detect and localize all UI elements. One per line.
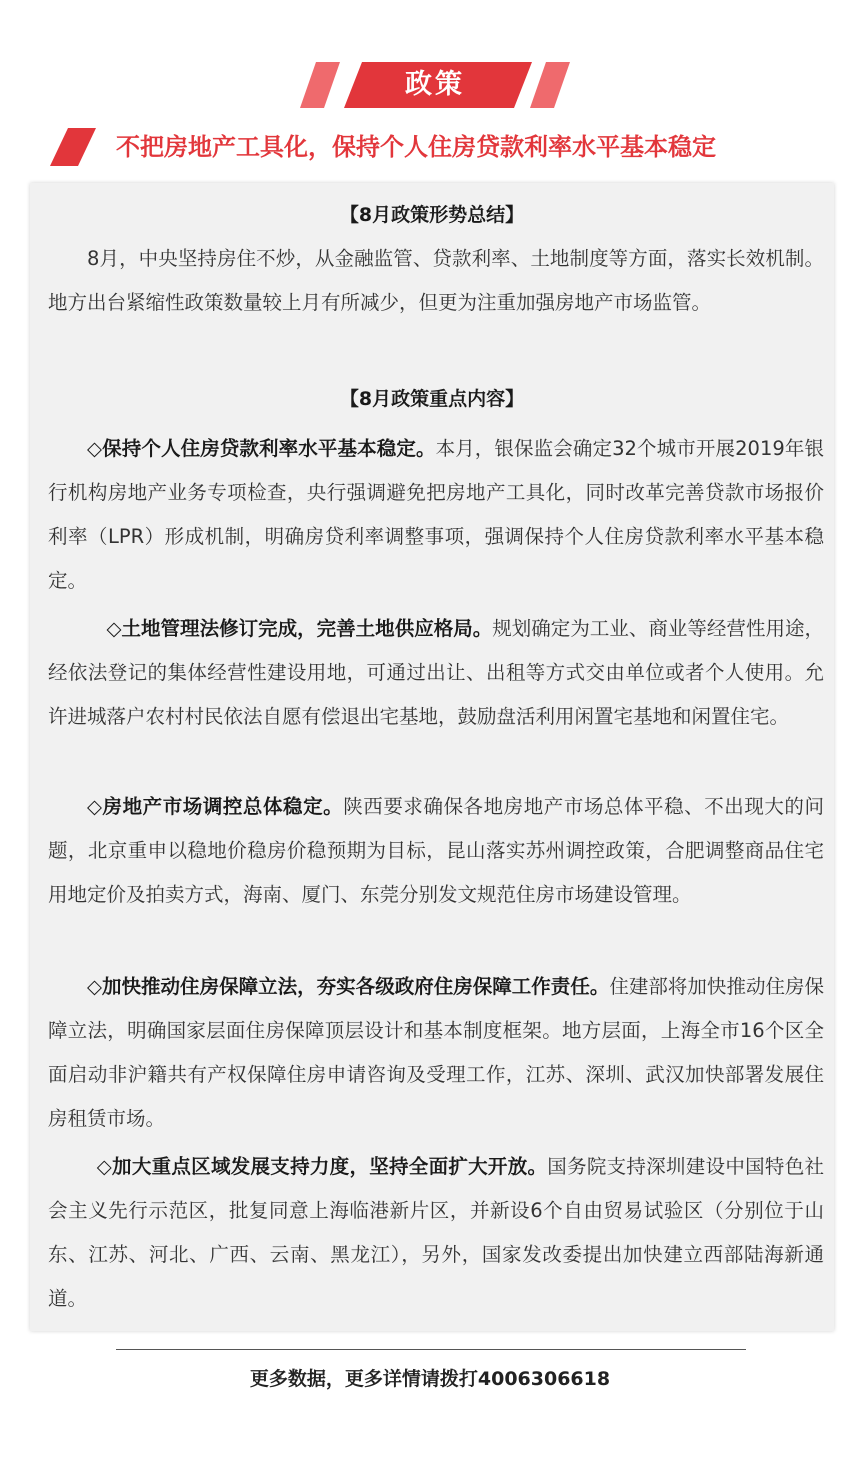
policy-content-box: [30, 183, 834, 1331]
headline-marker-icon: [50, 128, 96, 166]
policy-item-text: 国务院支持深圳建设中国特色社会主义先行示范区，批复同意上海临港新片区，并新设6个自由贸易试验区（分别位于山东、江苏、河北、广西、云南、黑龙江），另外，国家发改委提出加快建立西部陆海新通道。: [48, 1155, 824, 1310]
policy-item-text: 陕西要求确保各地房地产市场总体平稳、不出现大的问题，北京重申以稳地价稳房价稳预期为目标，昆山落实苏州调控政策，合肥调整商品住宅用地定价及拍卖方式，海南、厦门、东莞分别发文规范住房市场建设管理。: [48, 795, 824, 906]
policy-item-2: [48, 607, 824, 739]
policy-item-lead: ◇加快推动住房保障立法，夯实各级政府住房保障工作责任。: [87, 975, 610, 998]
policy-item-lead: ◇土地管理法修订完成，完善土地供应格局。: [106, 617, 493, 640]
key-content-title: 【8月政策重点内容】: [339, 388, 525, 410]
policy-item-3: [48, 785, 824, 917]
summary-paragraph: 8月，中央坚持房住不炒，从金融监管、贷款利率、土地制度等方面，落实长效机制。地方出台紧缩性政策数量较上月有所减少，但更为注重加强房地产市场监管。: [48, 247, 824, 314]
footer-divider: [116, 1349, 746, 1350]
policy-item-lead: ◇房地产市场调控总体稳定。: [87, 795, 344, 818]
policy-item-5: [48, 1145, 824, 1321]
headline: 不把房地产工具化，保持个人住房贷款利率水平基本稳定: [116, 133, 716, 161]
policy-item-lead: ◇保持个人住房贷款利率水平基本稳定。: [87, 437, 436, 460]
tag-label: 政策: [405, 69, 465, 100]
summary-title: 【8月政策形势总结】: [339, 204, 525, 226]
policy-item-lead: ◇加大重点区域发展支持力度，坚持全面扩大开放。: [96, 1155, 548, 1178]
section-tag: [300, 62, 570, 108]
policy-item-text: 规划确定为工业、商业等经营性用途，经依法登记的集体经营性建设用地，可通过出让、出租等方式交由单位或者个人使用。允许进城落户农村村民依法自愿有偿退出宅基地，鼓励盘活利用闲置宅基地和闲置住宅。: [48, 617, 824, 728]
policy-item-1: [48, 427, 824, 603]
footer-contact-text: 更多数据，更多详情请拨打4006306618: [249, 1368, 611, 1390]
policy-item-text: 住建部将加快推动住房保障立法，明确国家层面住房保障顶层设计和基本制度框架。地方层面，上海全市16个区全面启动非沪籍共有产权保障住房申请咨询及受理工作，江苏、深圳、武汉加快部署发展住房租赁市场。: [48, 975, 824, 1130]
header-banner: [0, 0, 860, 161]
policy-item-4: [48, 965, 824, 1141]
policy-item-text: 本月，银保监会确定32个城市开展2019年银行机构房地产业务专项检查，央行强调避免把房地产工具化，同时改革完善贷款市场报价利率（LPR）形成机制，明确房贷利率调整事项，强调保持个人住房贷款利率水平基本稳定。: [48, 437, 824, 592]
